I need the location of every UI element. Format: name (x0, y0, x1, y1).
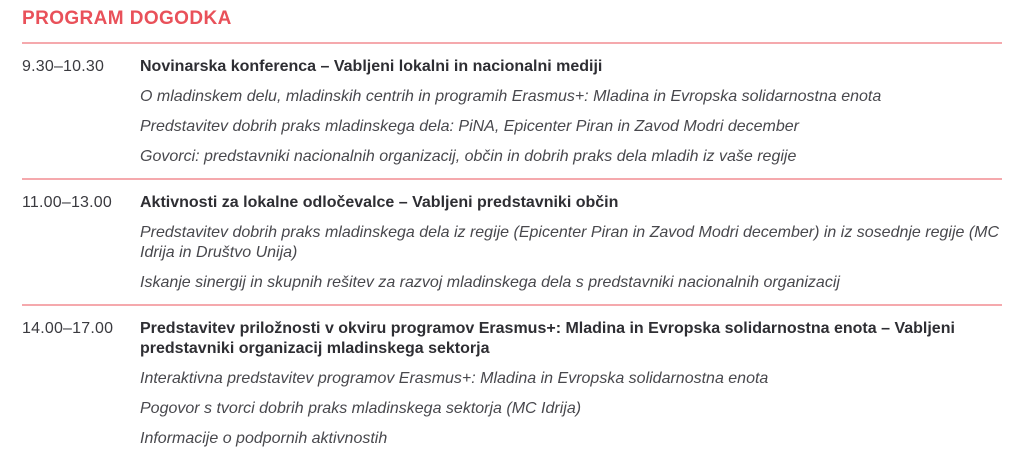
session-detail: Iskanje sinergij in skupnih rešitev za razvoj mladinskega dela s predstavniki nacionalnih organizacij (140, 274, 840, 291)
session-title: Aktivnosti za lokalne odločevalce – Vabljeni predstavniki občin (140, 194, 619, 211)
session-detail: Predstavitev dobrih praks mladinskega dela iz regije (Epicenter Piran in Zavod Modri december) in iz sosednje regije (MC Idrija in Društvo Unija) (140, 224, 1000, 261)
session-detail: Govorci: predstavniki nacionalnih organizacij, občin in dobrih praks dela mladih iz vaše regije (140, 148, 797, 165)
session-content (140, 57, 1002, 167)
session-content (140, 319, 1002, 449)
session-detail: Interaktivna predstavitev programov Erasmus+: Mladina in Evropska solidarnostna enota (140, 370, 769, 387)
session-detail: Predstavitev dobrih praks mladinskega dela: PiNA, Epicenter Piran in Zavod Modri december (140, 118, 799, 135)
session-title: Predstavitev priložnosti v okviru programov Erasmus+: Mladina in Evropska solidarnostna enota – Vabljeni predstavniki organizacij mladinskega sektorja (140, 320, 955, 357)
session-detail: O mladinskem delu, mladinskih centrih in programih Erasmus+: Mladina in Evropska solidarnostna enota (140, 88, 882, 105)
session-title: Novinarska konferenca – Vabljeni lokalni in nacionalni mediji (140, 58, 603, 75)
schedule-section-1 (22, 44, 1002, 178)
page-title: PROGRAM DOGODKA (22, 8, 232, 29)
session-detail: Informacije o podpornih aktivnostih (140, 430, 388, 447)
time-label: 14.00–17.00 (22, 320, 114, 337)
schedule-section-2 (22, 180, 1002, 304)
session-detail: Pogovor s tvorci dobrih praks mladinskega sektorja (MC Idrija) (140, 400, 582, 417)
time-label: 11.00–13.00 (22, 194, 112, 211)
session-content (140, 193, 1002, 293)
time-label: 9.30–10.30 (22, 58, 105, 75)
schedule-section-3 (22, 306, 1002, 455)
